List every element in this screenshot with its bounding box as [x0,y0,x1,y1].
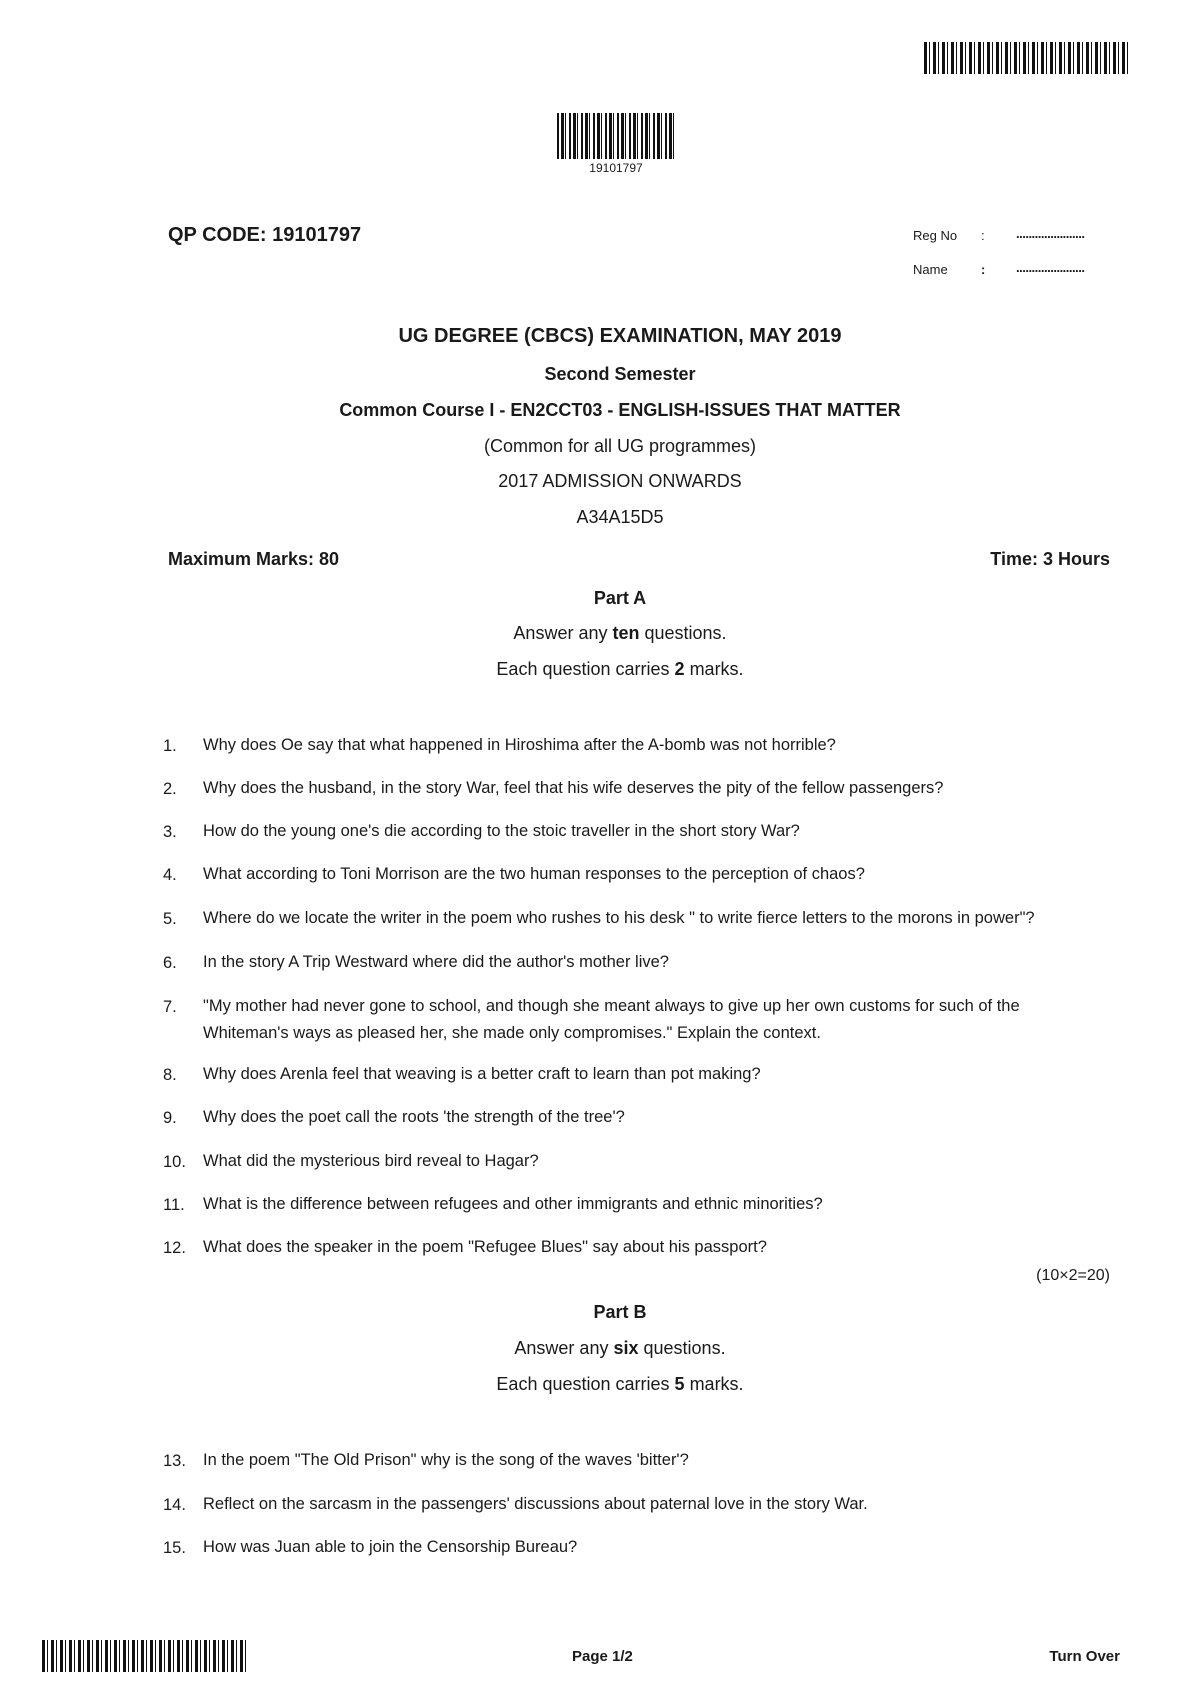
center-barcode-number: 19101797 [589,161,643,175]
center-barcode [557,113,675,159]
part-a-marks-bold: 2 [674,659,685,679]
question-text: Why does Oe say that what happened in Hiroshima after the A-bomb was not horrible? [203,736,836,754]
question-number: 11. [163,1196,185,1214]
question-number: 4. [163,866,177,884]
part-a-instr-pre: Answer any [513,623,608,643]
question-number: 6. [163,954,177,972]
exam-title: UG DEGREE (CBCS) EXAMINATION, MAY 2019 [398,325,842,347]
part-a-marks-post: marks. [689,659,744,679]
name-label: Name [913,262,948,277]
name-field[interactable]: ...................... [1016,260,1085,275]
question-text: Reflect on the sarcasm in the passengers' discussions about paternal love in the story War. [203,1495,868,1513]
part-a-marks [0,659,1200,680]
question-number: 5. [163,910,177,928]
page-number: Page 1/2 [572,1648,633,1665]
question-number: 9. [163,1109,177,1127]
question-number: 12. [163,1239,186,1257]
time-allowed: Time: 3 Hours [990,549,1110,569]
part-b-instruction [0,1338,1200,1359]
question-text: How do the young one's die according to the stoic traveller in the short story War? [203,822,800,840]
part-a-marks-pre: Each question carries [496,659,670,679]
question-text: Why does the husband, in the story War, feel that his wife deserves the pity of the fellow passengers? [203,779,944,797]
common-note: (Common for all UG programmes) [483,436,757,456]
question-text: In the story A Trip Westward where did the author's mother live? [203,953,669,971]
top-right-barcode [924,42,1130,74]
reg-no-colon: : [981,228,985,243]
part-b-marks-pre: Each question carries [496,1374,670,1394]
name-colon: : [981,262,986,277]
question-number: 7. [163,998,177,1016]
question-number: 1. [163,737,177,755]
question-text: What did the mysterious bird reveal to Hagar? [203,1152,539,1170]
question-text: Why does the poet call the roots 'the strength of the tree'? [203,1108,625,1126]
part-a-total: (10×2=20) [1036,1267,1110,1284]
part-b-marks-post: marks. [689,1374,744,1394]
part-b-instr-pre: Answer any [514,1338,609,1358]
semester: Second Semester [544,364,696,384]
question-text: What according to Toni Morrison are the two human responses to the perception of chaos? [203,865,865,883]
part-a-heading: Part A [593,588,647,608]
question-number: 13. [163,1452,186,1470]
question-text: In the poem "The Old Prison" why is the song of the waves 'bitter'? [203,1451,689,1469]
question-text-continued: Whiteman's ways as pleased her, she made only compromises." Explain the context. [203,1024,821,1042]
qp-code: QP CODE: 19101797 [168,224,362,246]
reg-no-field[interactable]: ...................... [1016,226,1085,241]
question-number: 3. [163,823,177,841]
part-a-instr-post: questions. [644,623,727,643]
question-text: Where do we locate the writer in the poem who rushes to his desk " to write fierce letters to the morons in power"? [203,909,1035,927]
part-a-instr-bold: ten [612,623,640,643]
question-text: What is the difference between refugees and other immigrants and ethnic minorities? [203,1195,823,1213]
part-b-marks [0,1374,1200,1395]
turn-over: Turn Over [1049,1648,1120,1665]
question-number: 2. [163,780,177,798]
admission-note: 2017 ADMISSION ONWARDS [498,471,742,491]
course-title: Common Course I - EN2CCT03 - ENGLISH-ISSUES THAT MATTER [339,400,901,420]
question-text: What does the speaker in the poem "Refugee Blues" say about his passport? [203,1238,767,1256]
question-number: 15. [163,1539,186,1557]
part-b-instr-bold: six [613,1338,639,1358]
question-text: "My mother had never gone to school, and though she meant always to give up her own customs for such of the [203,997,1020,1015]
question-text: How was Juan able to join the Censorship Bureau? [203,1538,578,1556]
part-b-instr-post: questions. [643,1338,726,1358]
question-text: Why does Arenla feel that weaving is a better craft to learn than pot making? [203,1065,761,1083]
reg-no-label: Reg No [913,228,958,243]
part-b-heading: Part B [593,1302,647,1322]
part-a-instruction [0,623,1200,644]
bottom-left-barcode [42,1640,248,1672]
question-number: 10. [163,1153,186,1171]
part-b-marks-bold: 5 [674,1374,685,1394]
question-number: 14. [163,1496,186,1514]
paper-code: A34A15D5 [576,507,664,527]
max-marks: Maximum Marks: 80 [168,549,340,569]
question-number: 8. [163,1066,177,1084]
